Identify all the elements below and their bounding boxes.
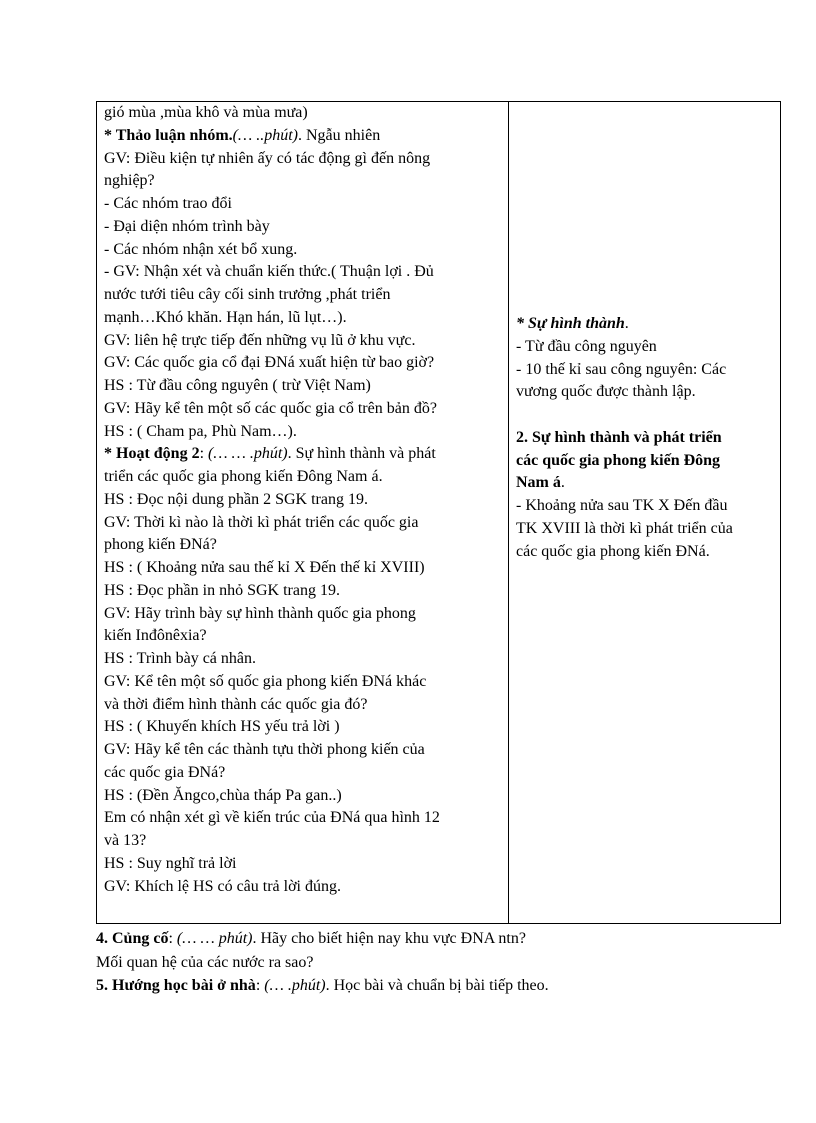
text-line: phong kiến ĐNá? bbox=[104, 536, 217, 554]
text-line: các quốc gia phong kiến ĐNá. bbox=[516, 542, 710, 560]
text-line: các quốc gia ĐNá? bbox=[104, 763, 226, 781]
text-line: kiến Inđônêxia? bbox=[104, 627, 207, 645]
formation-heading bbox=[516, 313, 778, 336]
heading-rest: . Sự hình thành và phát bbox=[287, 445, 436, 463]
activity-2-heading bbox=[104, 443, 504, 466]
text-line: Em có nhận xét gì về kiến trúc của ĐNá qua hình 12 bbox=[104, 809, 440, 827]
text-line: GV: Điều kiện tự nhiên ấy có tác động gì đến nông bbox=[104, 149, 431, 167]
section-2-heading: 2. Sự hình thành và phát triển bbox=[516, 428, 722, 446]
heading-colon: : bbox=[199, 445, 209, 463]
section-2-heading-end bbox=[516, 472, 778, 495]
text-line: HS : Từ đầu công nguyên ( trừ Việt Nam) bbox=[104, 377, 371, 394]
heading-end: . bbox=[624, 315, 629, 332]
text-line: và thời điểm hình thành các quốc gia đó? bbox=[104, 695, 368, 713]
text-line: GV: Hãy kể tên một số các quốc gia cổ trên bản đồ? bbox=[104, 399, 437, 417]
lesson-closing bbox=[96, 927, 796, 998]
text-line: HS : Suy nghĩ trả lời bbox=[104, 854, 237, 872]
text-line: HS : Đọc phần in nhỏ SGK trang 19. bbox=[104, 581, 340, 599]
heading-end: . bbox=[560, 474, 565, 492]
text-line: - Đại diện nhóm trình bày bbox=[104, 217, 270, 235]
consolidation-line bbox=[96, 927, 796, 951]
text-line: nước tưới tiêu cây cối sinh trưởng ,phát triển bbox=[104, 286, 391, 303]
text-line: vương quốc được thành lập. bbox=[516, 383, 696, 401]
heading-label: * Hoạt động 2 bbox=[104, 445, 200, 463]
text-line: - Từ đầu công nguyên bbox=[516, 337, 657, 355]
text-line: GV: Thời kì nào là thời kì phát triển các quốc gia bbox=[104, 513, 419, 531]
time-note: (… … phút) bbox=[176, 930, 253, 947]
text-line: - GV: Nhận xét và chuẩn kiến thức.( Thuận lợi . Đủ bbox=[104, 263, 434, 281]
text-line: TK XVIII là thời kì phát triển của bbox=[516, 519, 733, 537]
time-note: (… .phút) bbox=[264, 977, 326, 994]
text-line: GV: Hãy kể tên các thành tựu thời phong kiến của bbox=[104, 741, 425, 758]
text-line: HS : (Đền Ăngco,chùa tháp Pa gan..) bbox=[104, 786, 342, 804]
column-divider bbox=[508, 102, 509, 923]
time-note: (… … .phút) bbox=[208, 445, 288, 463]
time-note: (… ..phút) bbox=[232, 126, 298, 144]
section-rest: . Học bài và chuẩn bị bài tiếp theo. bbox=[325, 977, 549, 994]
section-label: 5. Hướng học bài ở nhà bbox=[96, 977, 256, 994]
text-line: và 13? bbox=[104, 832, 147, 849]
text-line: GV: liên hệ trực tiếp đến những vụ lũ ở khu vực. bbox=[104, 331, 416, 349]
text-line: HS : ( Cham pa, Phù Nam…). bbox=[104, 422, 297, 440]
heading-label: * Sự hình thành bbox=[516, 315, 625, 332]
text-line: gió mùa ,mùa khô và mùa mưa) bbox=[104, 104, 308, 121]
heading-label: * Thảo luận nhóm. bbox=[104, 126, 233, 144]
text-line: GV: Kể tên một số quốc gia phong kiến ĐNá khác bbox=[104, 672, 427, 690]
lesson-table bbox=[96, 101, 781, 924]
section-colon: : bbox=[255, 977, 265, 994]
homework-line bbox=[96, 974, 796, 998]
text-line: GV: Khích lệ HS có câu trả lời đúng. bbox=[104, 877, 341, 895]
text-line: mạnh…Khó khăn. Hạn hán, lũ lụt…). bbox=[104, 308, 347, 326]
heading-label: Nam á bbox=[516, 474, 561, 492]
spacer-line bbox=[516, 404, 778, 427]
text-line: HS : ( Khuyến khích HS yếu trả lời ) bbox=[104, 718, 340, 736]
text-line: - Khoảng nửa sau TK X Đến đầu bbox=[516, 497, 728, 514]
text-line: HS : ( Khoảng nửa sau thế kỉ X Đến thế kỉ XVIII) bbox=[104, 559, 425, 576]
text-line: HS : Đọc nội dung phần 2 SGK trang 19. bbox=[104, 490, 368, 508]
section-colon: : bbox=[168, 930, 177, 947]
text-line: nghiệp? bbox=[104, 172, 155, 190]
group-discussion-heading bbox=[104, 125, 504, 148]
text-line: - Các nhóm nhận xét bổ xung. bbox=[104, 240, 298, 258]
text-line: GV: Các quốc gia cổ đại ĐNá xuất hiện từ bao giờ? bbox=[104, 354, 435, 372]
section-rest: . Hãy cho biết hiện nay khu vực ĐNA ntn? bbox=[252, 930, 526, 947]
text-line: - Các nhóm trao đổi bbox=[104, 195, 232, 212]
text-line: GV: Hãy trình bày sự hình thành quốc gia phong bbox=[104, 604, 416, 622]
content-notes-column bbox=[516, 313, 778, 563]
text-line: triển các quốc gia phong kiến Đông Nam á. bbox=[104, 468, 383, 485]
section-2-heading-cont: các quốc gia phong kiến Đông bbox=[516, 451, 721, 469]
section-label: 4. Củng cố bbox=[96, 930, 169, 947]
heading-rest: . Ngẫu nhiên bbox=[297, 126, 381, 144]
text-line: HS : Trình bày cá nhân. bbox=[104, 650, 256, 667]
teacher-student-activities-column bbox=[104, 102, 504, 898]
text-line: - 10 thế kỉ sau công nguyên: Các bbox=[516, 360, 727, 378]
text-line: Mối quan hệ của các nước ra sao? bbox=[96, 953, 314, 971]
